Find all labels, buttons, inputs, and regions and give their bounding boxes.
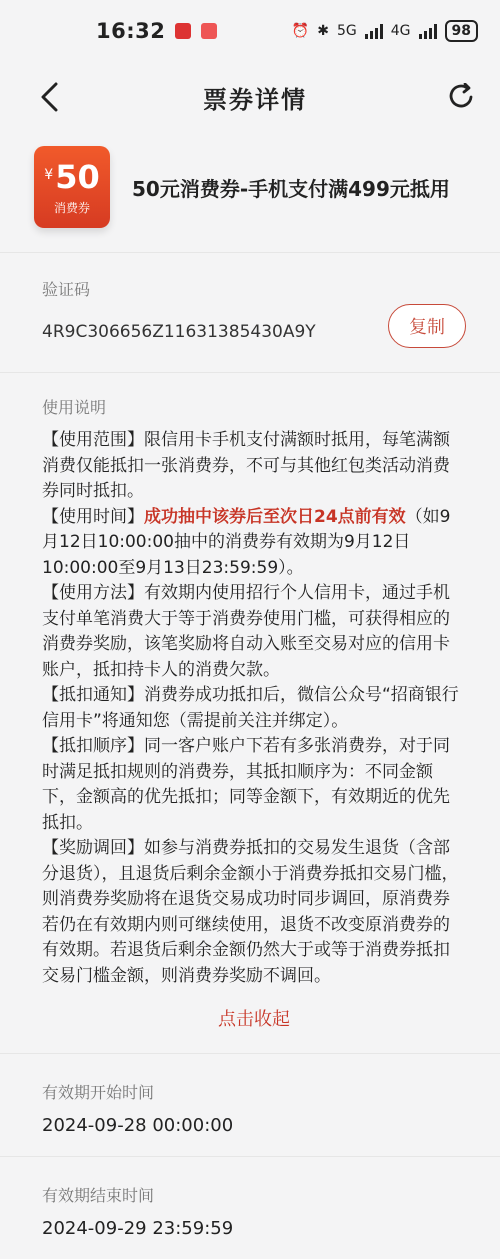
validity-start-section (0, 1054, 500, 1157)
validity-end-value: 2024-09-29 23:59:59 (42, 1218, 234, 1239)
refresh-icon[interactable] (446, 82, 476, 112)
usage-paragraph (42, 505, 466, 582)
coupon-currency: ¥ (44, 166, 54, 183)
signal-icon-2 (419, 23, 437, 39)
coupon-amount: 50 (55, 157, 100, 196)
collapse-link[interactable]: 点击收起 (218, 1009, 290, 1030)
usage-paragraph: 【使用范围】限信用卡手机支付满额时抵用，每笔满额消费仅能抵扣一张消费券，不可与其他红包类活动消费券同时抵扣。 (42, 430, 450, 501)
verify-code: 4R9C306656Z11631385430A9Y (42, 322, 316, 342)
bluetooth-icon: ✱ (317, 23, 329, 39)
coupon-title: 50元消费券-手机支付满499元抵用 (132, 176, 450, 201)
battery-indicator: 98 (445, 20, 478, 42)
usage-title: 使用说明 (42, 398, 107, 417)
usage-body (42, 428, 466, 989)
network-type-2: 4G (390, 23, 411, 39)
usage-paragraph: 【奖励调回】如参与消费券抵扣的交易发生退货（含部分退货），且退货后剩余金额小于消费券抵扣交易门槛，则消费券奖励将在退货交易成功时同步调回，原消费券若仍在有效期内则可继续使用，退货不改变原消费券的有效期。若退货后剩余金额仍然大于或等于消费券抵扣交易门槛金额，则消费券奖励不调回。 (42, 838, 459, 986)
back-arrow-icon[interactable] (34, 82, 64, 112)
verify-section (0, 253, 500, 373)
validity-start-value: 2024-09-28 00:00:00 (42, 1115, 234, 1136)
validity-end-label: 有效期结束时间 (42, 1186, 155, 1205)
validity-start-label: 有效期开始时间 (42, 1083, 155, 1102)
usage-time-detail: （如9月12日10:00:00抽中的消费券有效期为9月12日10:00:00至9月13日23:59:59）。 (42, 506, 451, 578)
usage-section (0, 373, 500, 1054)
app-notification-icon (175, 23, 191, 39)
coupon-type: 消费券 (53, 200, 90, 215)
usage-paragraph: 【使用方法】有效期内使用招行个人信用卡，通过手机支付单笔消费大于等于消费券使用门槛，可获得相应的消费券奖励，该笔奖励将自动入账至交易对应的信用卡账户，抵扣持卡人的消费欠款。 (42, 583, 450, 680)
app-notification-icon-2 (201, 23, 217, 39)
usage-highlight: 成功抽中该券后至次日24点前有效 (144, 506, 406, 527)
verify-label: 验证码 (42, 280, 91, 299)
usage-paragraph: 【抵扣顺序】同一客户账户下若有多张消费券，对于同时满足抵扣规则的消费券，其抵扣顺序为：不同金额下，金额高的优先抵扣；同等金额下，有效期近的优先抵扣。 (42, 736, 450, 833)
coupon-badge (34, 146, 110, 228)
status-bar (0, 0, 500, 62)
validity-end-section (0, 1157, 500, 1259)
page-title: 票券详情 (203, 85, 307, 114)
alarm-icon: ⏰ (291, 23, 310, 39)
status-time: 16:32 (96, 19, 166, 43)
network-type: 5G (336, 23, 357, 39)
signal-icon (365, 23, 383, 39)
coupon-card (0, 132, 500, 253)
usage-paragraph: 【抵扣通知】消费券成功抵扣后，微信公众号“招商银行信用卡”将通知您（需提前关注并绑定）。 (42, 685, 459, 731)
usage-time-label: 【使用时间】 (42, 506, 144, 527)
copy-button[interactable]: 复制 (388, 304, 466, 348)
nav-bar (0, 62, 500, 132)
